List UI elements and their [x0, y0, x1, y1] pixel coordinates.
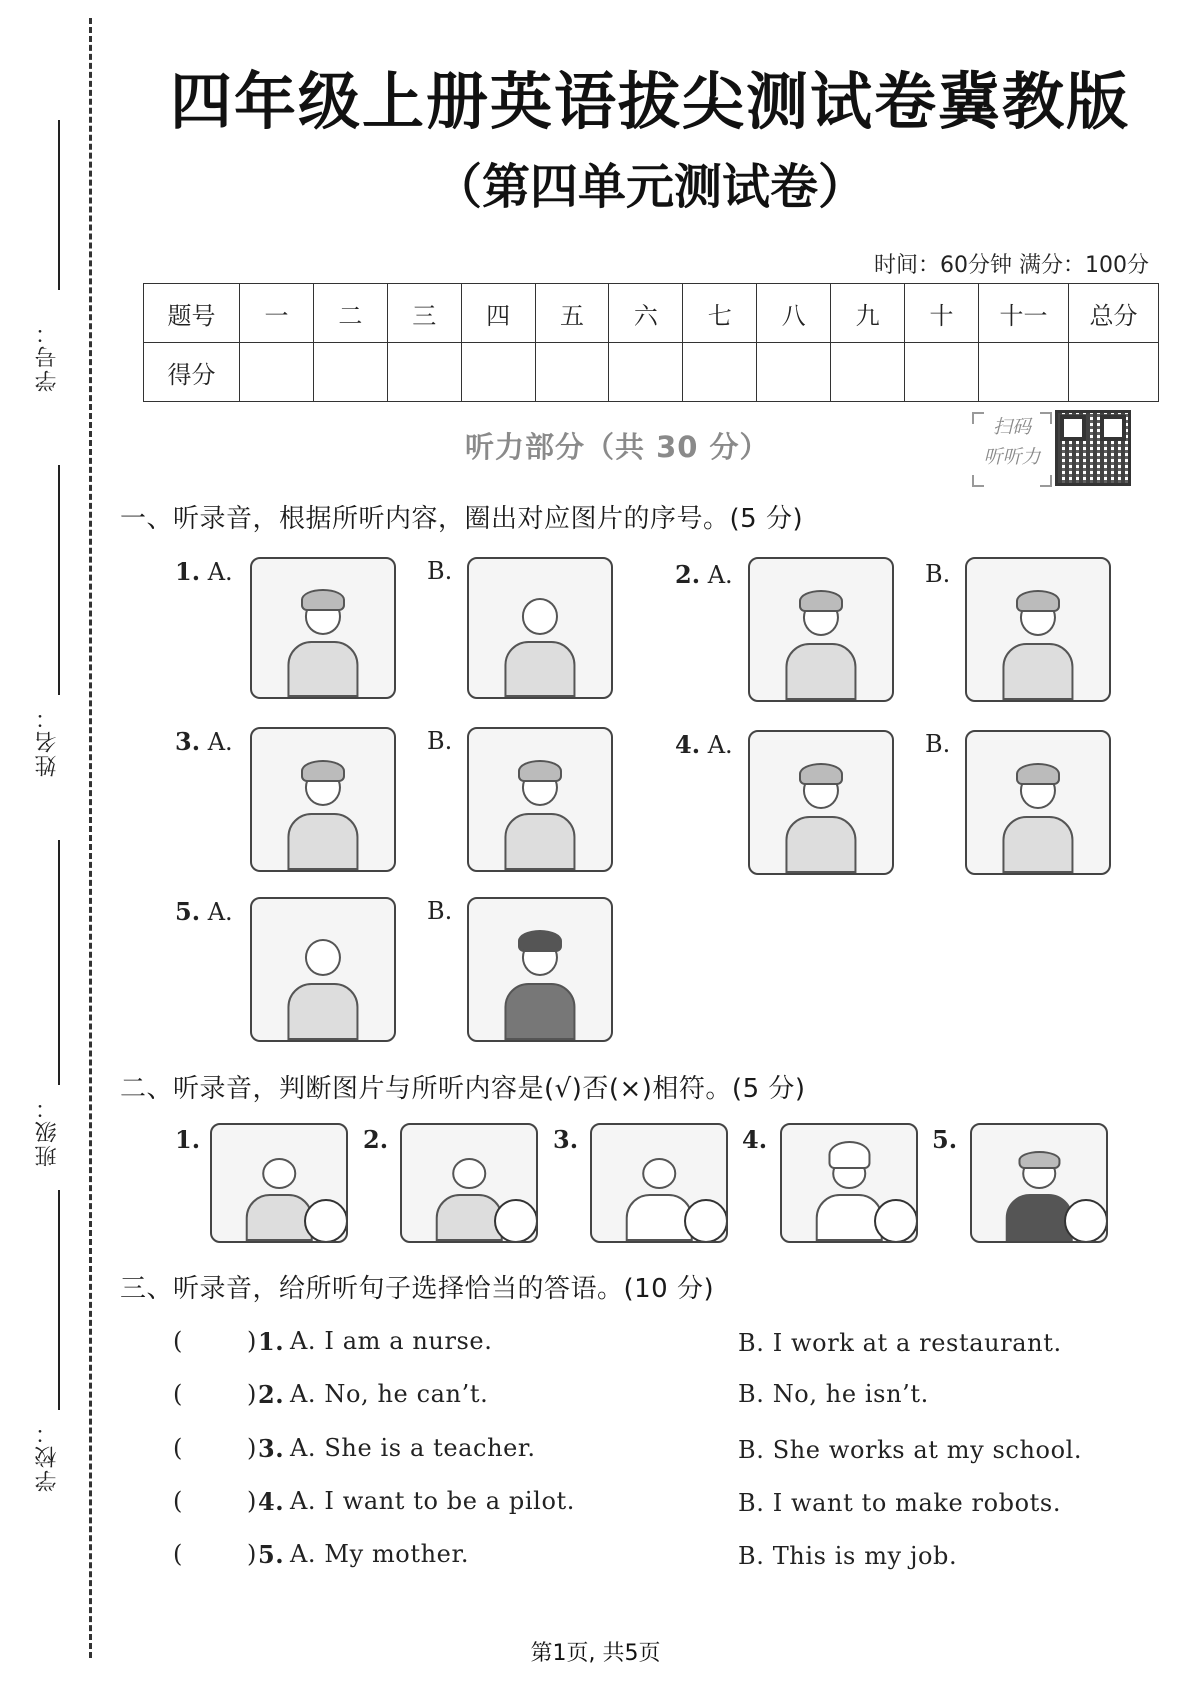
question-number: 3.	[258, 1434, 285, 1463]
answer-paren-close: )	[247, 1540, 257, 1568]
score-cell[interactable]	[979, 343, 1069, 402]
answer-paren-close: )	[247, 1380, 257, 1408]
picture-cook-duck	[780, 1123, 918, 1243]
student-id-label: 学号：	[35, 320, 60, 392]
question-number: 5.	[258, 1540, 285, 1569]
page-subtitle: （第四单元测试卷）	[433, 159, 866, 215]
score-cell[interactable]	[461, 343, 535, 402]
score-table	[143, 283, 1159, 402]
page-indicator: 第1页, 共5页	[530, 1641, 661, 1666]
option-b: B. I work at a restaurant.	[738, 1329, 1062, 1357]
column-header: 九	[831, 284, 905, 343]
answer-paren-close: )	[247, 1327, 257, 1355]
school-line[interactable]	[58, 1190, 60, 1410]
question-number: 5. A.	[175, 897, 233, 926]
page-title: 四年级上册英语拔尖测试卷冀教版	[169, 65, 1130, 138]
column-header: 一	[240, 284, 314, 343]
picture-pilot	[210, 1123, 348, 1243]
option-b: B. No, he isn’t.	[738, 1380, 929, 1408]
picture-option-cook[interactable]	[965, 557, 1111, 702]
question-number: 1.	[175, 1125, 201, 1154]
option-label: B.	[925, 730, 951, 758]
picture-option-worker[interactable]	[748, 557, 894, 702]
listening-section-banner: 听力部分（共 30 分）	[465, 430, 770, 464]
option-label: B.	[427, 557, 453, 585]
school-label: 学校：	[35, 1420, 60, 1492]
column-header: 三	[387, 284, 461, 343]
section3-heading: 三、听录音，给所听句子选择恰当的答语。(10 分)	[120, 1274, 715, 1304]
question-number: 4.	[742, 1125, 768, 1154]
exam-meta: 时间：60分钟 满分：100分	[874, 253, 1149, 278]
column-header: 八	[757, 284, 831, 343]
scan-qr-label: 扫码 听听力	[972, 412, 1052, 487]
option-a: A. I am a nurse.	[290, 1327, 493, 1355]
picture-firefighter	[970, 1123, 1108, 1243]
score-cell[interactable]	[313, 343, 387, 402]
class-line[interactable]	[58, 840, 60, 1085]
column-header: 十	[905, 284, 979, 343]
answer-circle[interactable]	[684, 1199, 728, 1243]
option-label: B.	[427, 727, 453, 755]
question-number: 5.	[932, 1125, 958, 1154]
picture-option-engineer[interactable]	[748, 730, 894, 875]
answer-circle[interactable]	[304, 1199, 348, 1243]
question-number: 3. A.	[175, 727, 233, 756]
column-header: 十一	[979, 284, 1069, 343]
qr-code-icon[interactable]	[1055, 410, 1131, 486]
option-label: B.	[925, 560, 951, 588]
column-header: 总分	[1069, 284, 1159, 343]
picture-boy-dreaming	[400, 1123, 538, 1243]
name-line[interactable]	[58, 465, 60, 695]
question-number: 4. A.	[675, 730, 733, 759]
question-number: 1. A.	[175, 557, 233, 586]
score-row	[144, 343, 1159, 402]
column-header: 七	[683, 284, 757, 343]
question-number-row	[144, 284, 1159, 343]
picture-option-box-worker[interactable]	[250, 727, 396, 872]
option-label: B.	[427, 897, 453, 925]
answer-paren-open[interactable]: (	[173, 1487, 183, 1515]
option-b: B. This is my job.	[738, 1542, 958, 1570]
picture-option-astronaut[interactable]	[250, 897, 396, 1042]
option-a: A. I want to be a pilot.	[290, 1487, 575, 1515]
picture-doctor	[590, 1123, 728, 1243]
cut-line	[89, 18, 92, 1658]
column-header: 五	[535, 284, 609, 343]
total-score-cell[interactable]	[1069, 343, 1159, 402]
picture-option-nurse[interactable]	[250, 557, 396, 699]
question-number: 2. A.	[675, 560, 733, 589]
student-id-line[interactable]	[58, 120, 60, 290]
question-number: 2.	[363, 1125, 389, 1154]
column-header: 六	[609, 284, 683, 343]
row-label: 得分	[144, 343, 240, 402]
score-cell[interactable]	[683, 343, 757, 402]
column-header: 二	[313, 284, 387, 343]
picture-option-police[interactable]	[965, 730, 1111, 875]
answer-paren-close: )	[247, 1487, 257, 1515]
answer-circle[interactable]	[1064, 1199, 1108, 1243]
answer-paren-open[interactable]: (	[173, 1434, 183, 1462]
section1-heading: 一、听录音，根据所听内容，圈出对应图片的序号。(5 分)	[120, 504, 804, 534]
answer-paren-close: )	[247, 1434, 257, 1462]
score-cell[interactable]	[535, 343, 609, 402]
option-b: B. I want to make robots.	[738, 1489, 1062, 1517]
score-cell[interactable]	[609, 343, 683, 402]
score-cell[interactable]	[240, 343, 314, 402]
picture-option-farmer[interactable]	[467, 727, 613, 872]
answer-paren-open[interactable]: (	[173, 1380, 183, 1408]
class-label: 班级：	[35, 1095, 60, 1167]
question-number: 4.	[258, 1487, 285, 1516]
row-label: 题号	[144, 284, 240, 343]
score-cell[interactable]	[387, 343, 461, 402]
answer-paren-open[interactable]: (	[173, 1327, 183, 1355]
answer-circle[interactable]	[874, 1199, 918, 1243]
name-label: 姓名：	[35, 705, 60, 777]
column-header: 四	[461, 284, 535, 343]
section2-heading: 二、听录音，判断图片与所听内容是(√)否(×)相符。(5 分)	[120, 1074, 806, 1104]
score-cell[interactable]	[905, 343, 979, 402]
option-a: A. She is a teacher.	[290, 1434, 536, 1462]
answer-circle[interactable]	[494, 1199, 538, 1243]
picture-option-soldier[interactable]	[467, 897, 613, 1042]
answer-paren-open[interactable]: (	[173, 1540, 183, 1568]
option-a: A. No, he can’t.	[290, 1380, 489, 1408]
picture-option-teacher[interactable]	[467, 557, 613, 699]
option-a: A. My mother.	[290, 1540, 470, 1568]
score-cell[interactable]	[757, 343, 831, 402]
question-number: 3.	[553, 1125, 579, 1154]
score-cell[interactable]	[831, 343, 905, 402]
question-number: 1.	[258, 1327, 285, 1356]
question-number: 2.	[258, 1380, 285, 1409]
option-b: B. She works at my school.	[738, 1436, 1083, 1464]
